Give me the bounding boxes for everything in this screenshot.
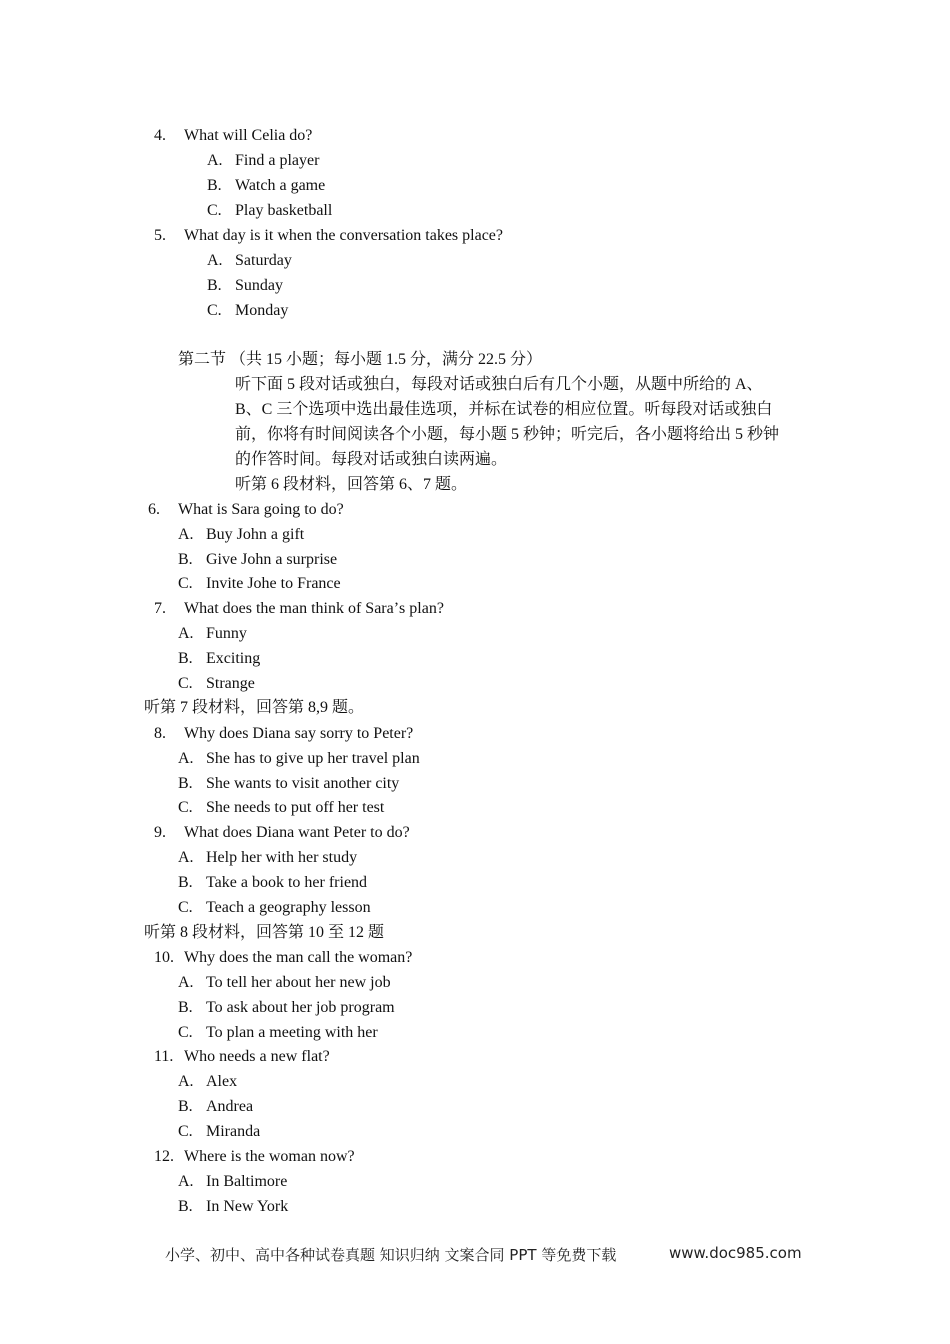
section-instructions: 听下面 5 段对话或独白，每段对话或独白后有几个小题，从题中所给的 A、 [235, 376, 763, 393]
option-text: Funny [206, 625, 247, 642]
option-letter: A. [207, 252, 223, 269]
option-letter: A. [178, 625, 194, 642]
option-text: Monday [235, 302, 289, 319]
question-text: Where is the woman now? [184, 1148, 355, 1165]
option-text: Miranda [206, 1123, 261, 1140]
option-letter: C. [178, 1024, 193, 1041]
section-instructions: B、C 三个选项中选出最佳选项，并标在试卷的相应位置。听每段对话或独白 [235, 401, 773, 418]
option-letter: B. [178, 551, 193, 568]
option-text: She needs to put off her test [206, 799, 385, 816]
option-text: In Baltimore [206, 1173, 288, 1190]
question-number: 10. [154, 949, 174, 966]
question-text: What does the man think of Saraʼs plan? [184, 600, 444, 617]
option-letter: C. [178, 899, 193, 916]
option-letter: C. [178, 575, 193, 592]
option-letter: A. [178, 974, 194, 991]
footer-text: 小学、初中、高中各种试卷真题 知识归纳 文案合同 PPT 等免费下载 [165, 1246, 617, 1264]
option-letter: B. [178, 874, 193, 891]
question-text: Who needs a new flat? [184, 1048, 330, 1065]
option-letter: A. [178, 526, 194, 543]
option-letter: B. [178, 1198, 193, 1215]
option-text: Exciting [206, 650, 261, 667]
option-letter: C. [178, 799, 193, 816]
question-text: What is Sara going to do? [178, 501, 344, 518]
question-number: 9. [154, 824, 166, 841]
option-text: She has to give up her travel plan [206, 750, 420, 767]
option-text: Strange [206, 675, 255, 692]
section-instructions: 的作答时间。每段对话或独白读两遍。 [235, 451, 508, 468]
question-text: What day is it when the conversation takes place? [184, 227, 503, 244]
option-text: To ask about her job program [206, 999, 395, 1016]
option-letter: C. [178, 1123, 193, 1140]
option-text: Give John a surprise [206, 551, 338, 568]
material-heading: 听第 8 段材料，回答第 10 至 12 题 [144, 924, 385, 941]
question-number: 11. [154, 1048, 174, 1065]
question-text: Why does the man call the woman? [184, 949, 413, 966]
option-letter: A. [178, 849, 194, 866]
option-letter: B. [178, 775, 193, 792]
option-letter: B. [178, 1098, 193, 1115]
question-number: 4. [154, 127, 166, 144]
option-text: Saturday [235, 252, 292, 269]
material-heading: 听第 6 段材料，回答第 6、7 题。 [235, 476, 468, 493]
footer-website[interactable]: www.doc985.com [669, 1244, 802, 1262]
option-text: Alex [206, 1073, 238, 1090]
material-heading: 听第 7 段材料，回答第 8,9 题。 [144, 699, 365, 716]
option-text: Take a book to her friend [206, 874, 368, 891]
question-text: Why does Diana say sorry to Peter? [184, 725, 414, 742]
option-text: In New York [206, 1198, 289, 1215]
question-number: 5. [154, 227, 166, 244]
option-letter: B. [178, 999, 193, 1016]
section-instructions: 前，你将有时间阅读各个小题，每小题 5 秒钟；听完后，各小题将给出 5 秒钟 [235, 426, 780, 443]
option-text: She wants to visit another city [206, 775, 400, 792]
option-letter: A. [207, 152, 223, 169]
option-text: Invite Johe to France [206, 575, 341, 592]
option-text: Sunday [235, 277, 283, 294]
option-letter: B. [207, 177, 222, 194]
option-text: Find a player [235, 152, 320, 169]
option-letter: C. [178, 675, 193, 692]
option-text: To tell her about her new job [206, 974, 391, 991]
option-text: Andrea [206, 1098, 254, 1115]
question-text: What does Diana want Peter to do? [184, 824, 410, 841]
option-letter: C. [207, 302, 222, 319]
question-text: What will Celia do? [184, 127, 313, 144]
option-text: Teach a geography lesson [206, 899, 371, 916]
question-number: 8. [154, 725, 166, 742]
option-letter: B. [178, 650, 193, 667]
section-title: 第二节 （共 15 小题；每小题 1.5 分，满分 22.5 分） [178, 351, 543, 368]
option-text: To plan a meeting with her [206, 1024, 378, 1041]
option-text: Help her with her study [206, 849, 358, 866]
question-number: 12. [154, 1148, 174, 1165]
option-letter: C. [207, 202, 222, 219]
option-letter: A. [178, 1073, 194, 1090]
option-text: Buy John a gift [206, 526, 305, 543]
option-text: Watch a game [235, 177, 326, 194]
option-letter: B. [207, 277, 222, 294]
option-letter: A. [178, 1173, 194, 1190]
option-letter: A. [178, 750, 194, 767]
question-number: 7. [154, 600, 166, 617]
option-text: Play basketball [235, 202, 333, 219]
question-number: 6. [148, 501, 160, 518]
